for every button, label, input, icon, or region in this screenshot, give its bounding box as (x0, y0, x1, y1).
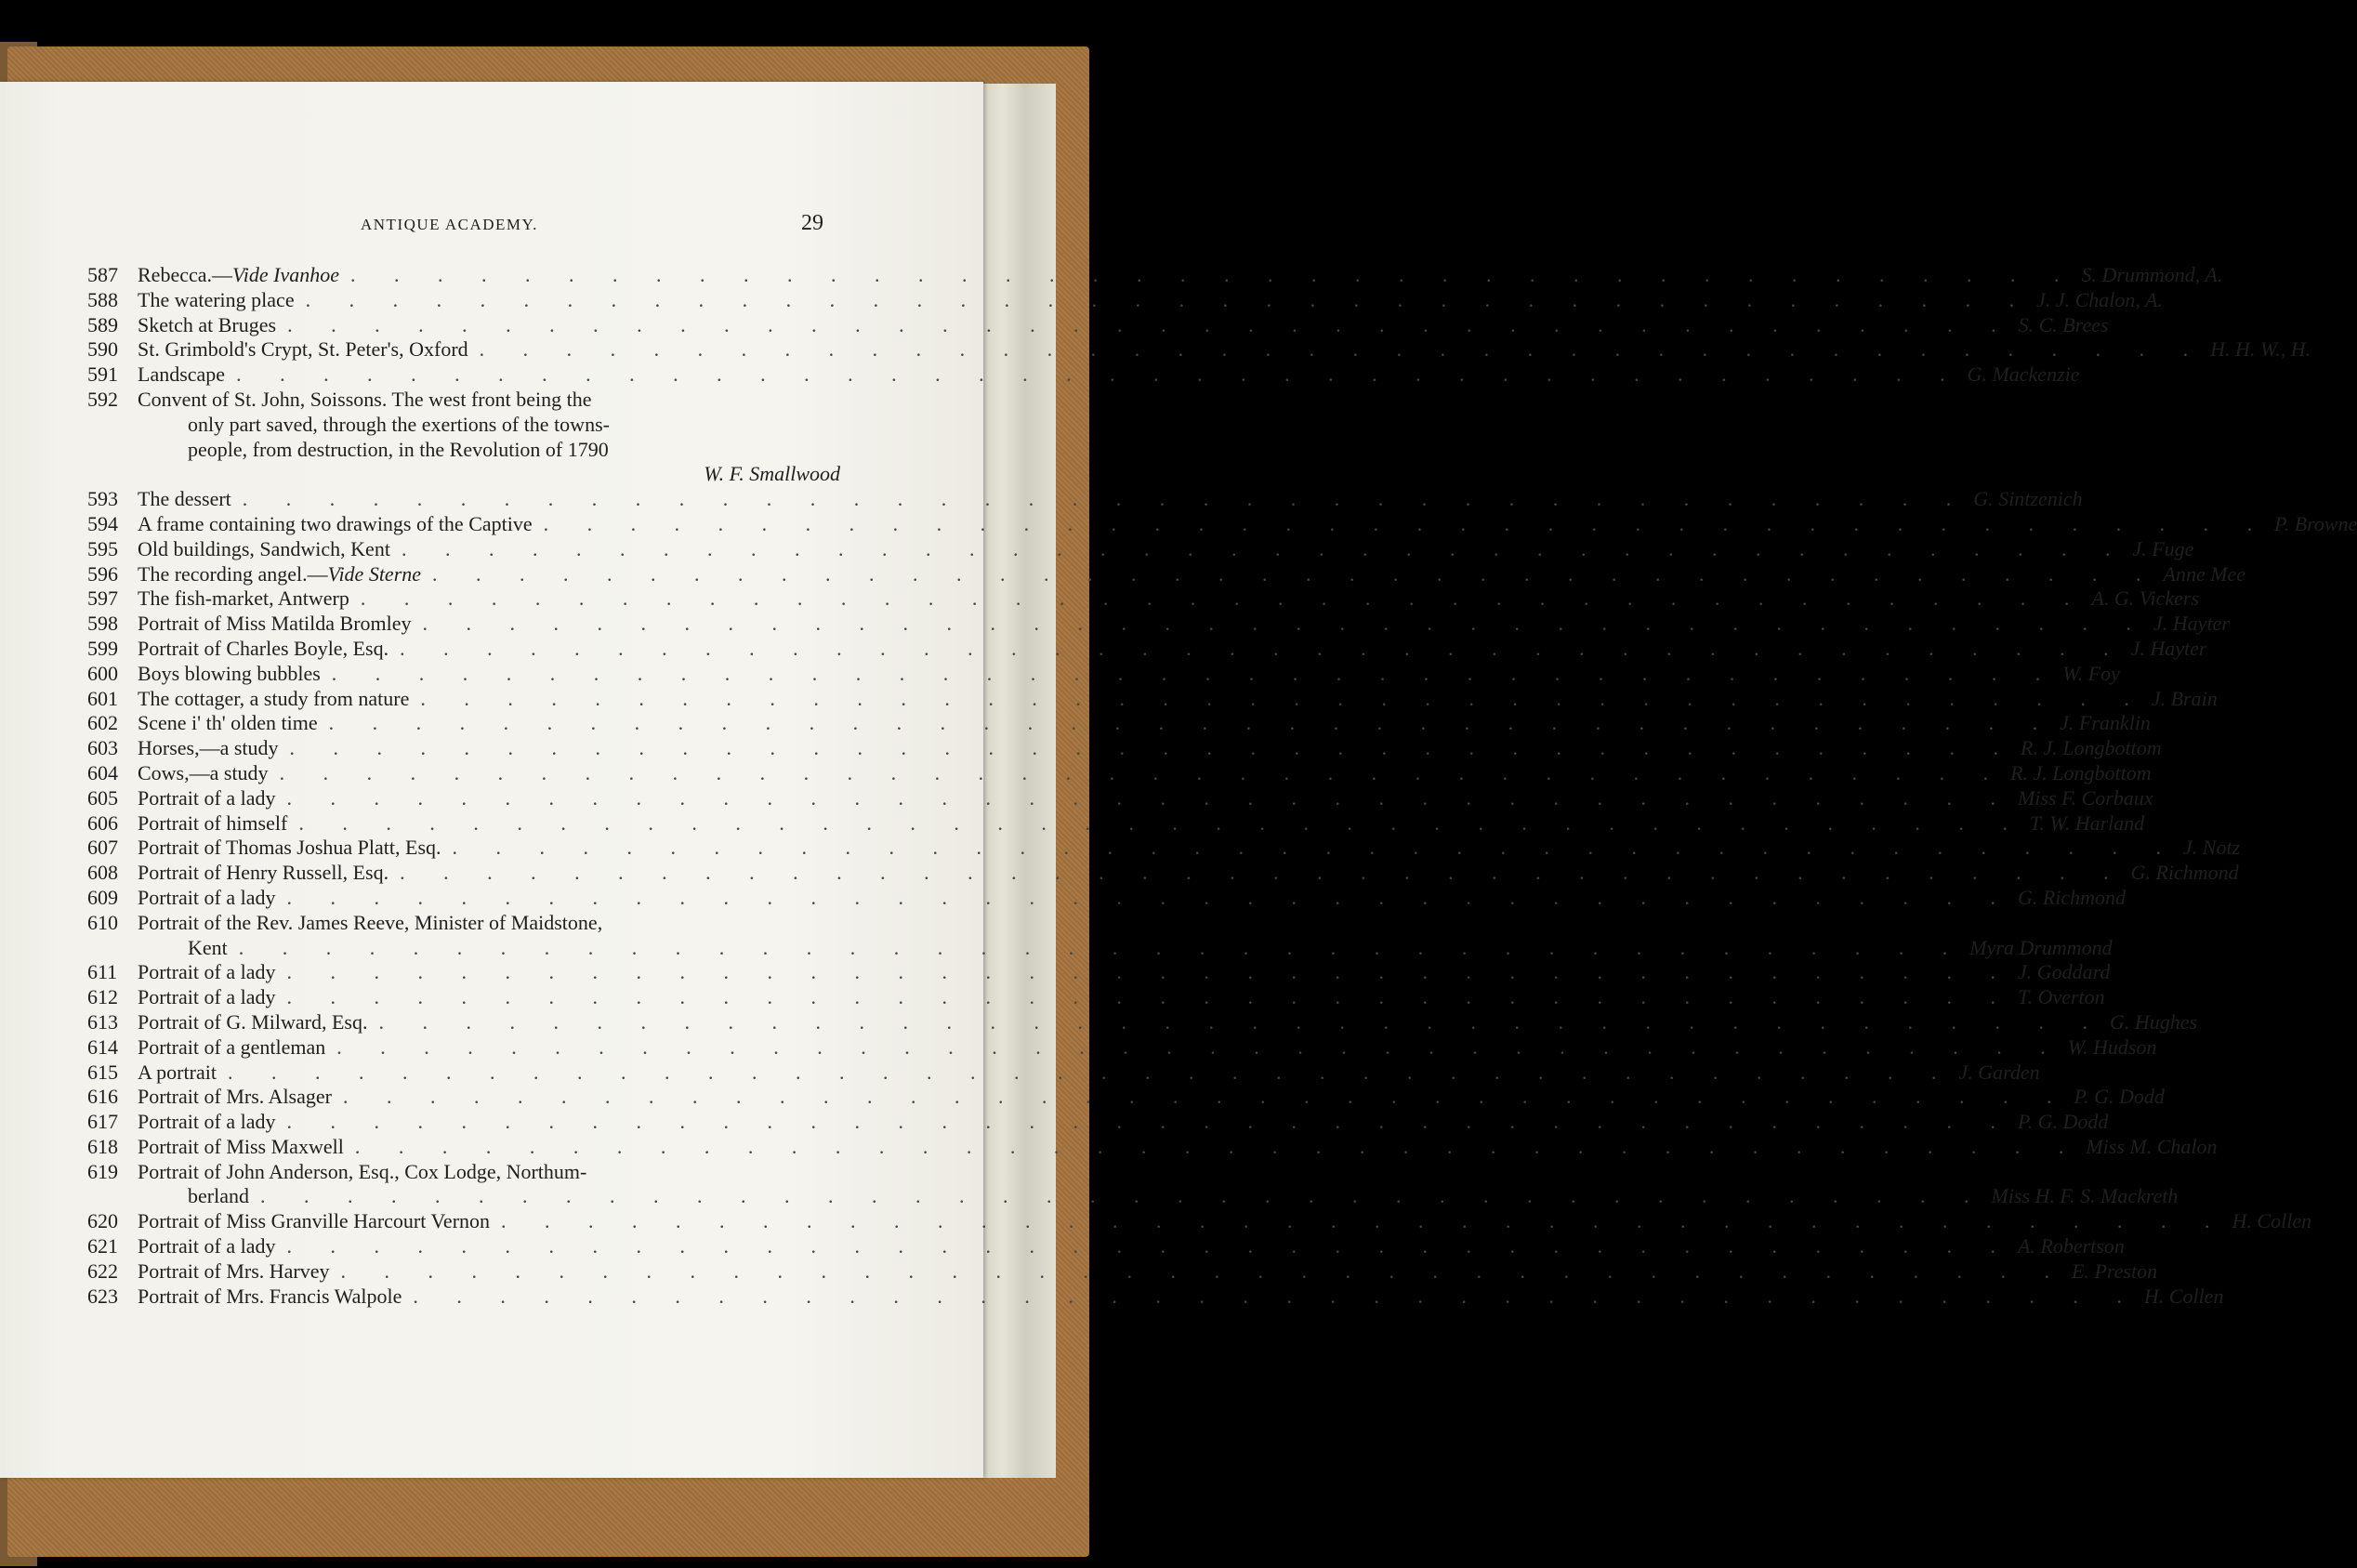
catalogue-entry (87, 1258, 2158, 1285)
catalogue-entry (87, 337, 2311, 362)
entry-artist: A. G. Vickers (2091, 586, 2200, 611)
entry-title (138, 512, 533, 537)
entry-line (87, 785, 2153, 811)
catalogue-entry (87, 960, 2111, 985)
entry-title (138, 886, 275, 911)
catalogue-entry (87, 1009, 2198, 1035)
entry-title-text: Portrait of a lady (138, 985, 276, 1009)
entry-continuation-line (87, 413, 840, 438)
leader-dots (275, 886, 2012, 911)
entry-title-text: Portrait of himself (138, 810, 288, 835)
entry-line (87, 561, 2246, 587)
entry-title (138, 786, 275, 811)
leader-dots (441, 836, 2179, 861)
leader-dots (276, 313, 2013, 338)
entry-title-text: St. Grimbold's Crypt, St. Peter's, Oxford (138, 337, 468, 362)
entry-title (138, 1110, 275, 1135)
entry-line (87, 1034, 2157, 1061)
entry-title (138, 1285, 402, 1310)
entry-continuation-text: Kent (188, 935, 228, 959)
entry-title-text: Portrait of John Anderson, Esq., Cox Lodge, Northum- (138, 1159, 587, 1183)
entry-artist: Miss H. F. S. Mackreth (1991, 1184, 2179, 1208)
entry-line (87, 1209, 2312, 1234)
entry-number: 621 (87, 1234, 118, 1258)
entry-title-text: Portrait of Mrs. Alsager (138, 1085, 332, 1109)
leader-dots (490, 1209, 2227, 1234)
entry-number: 605 (87, 785, 118, 810)
entry-line (87, 1258, 2158, 1285)
entry-artist: J. Franklin (2060, 711, 2151, 735)
leader-dots (339, 263, 2076, 288)
catalogue-entry (87, 785, 2153, 811)
leader-dots (269, 761, 2006, 786)
entry-title (138, 836, 441, 861)
catalogue-entry (87, 861, 2239, 886)
entry-title (138, 1259, 330, 1285)
entry-artist: G. Hughes (2109, 1009, 2198, 1034)
entry-artist: H. H. W., H. (2210, 337, 2311, 362)
entry-title-text: A frame containing two drawings of the Captive (138, 511, 533, 535)
catalogue-entry (87, 388, 840, 487)
entry-number: 612 (87, 985, 118, 1009)
entry-line (87, 487, 2083, 512)
entry-number: 590 (87, 337, 118, 362)
entry-line (87, 287, 2163, 313)
entry-artist: G. Richmond (2130, 861, 2239, 885)
entry-title-text: Portrait of a lady (138, 1234, 276, 1258)
entry-title (138, 985, 275, 1010)
leader-dots (330, 1259, 2067, 1285)
entry-line (87, 686, 2218, 712)
entry-title (138, 736, 279, 761)
entry-title-text: Cows,—a study (138, 760, 269, 784)
entry-title-text: The watering place (138, 287, 295, 311)
catalogue-entry (87, 885, 2127, 911)
entry-artist: G. Richmond (2017, 885, 2127, 909)
entry-artist: J. Brain (2151, 686, 2218, 710)
entry-title-italic: Vide Sterne (327, 561, 422, 586)
entry-title-text: Portrait of Miss Maxwell (138, 1134, 344, 1158)
entry-number: 603 (87, 736, 118, 760)
catalogue-entry (87, 1284, 2224, 1310)
entry-title-text: Portrait of G. Milward, Esq. (138, 1009, 368, 1034)
entry-number: 592 (87, 387, 118, 411)
catalogue-entry (87, 736, 2162, 761)
entry-line (87, 312, 2109, 338)
catalogue-entry (87, 287, 2163, 313)
entry-title-text: Rebecca.— (138, 263, 232, 286)
entry-title (138, 388, 591, 413)
entry-artist: J. Notz (2183, 836, 2241, 860)
entry-number: 591 (87, 362, 118, 387)
entry-title (138, 362, 225, 388)
entry-title-italic: Vide Ivanhoe (232, 263, 340, 286)
catalogue-entries (87, 263, 2357, 1309)
entry-title (138, 288, 295, 313)
leader-dots (318, 711, 2055, 736)
leader-dots (275, 1234, 2012, 1259)
entry-title-text: Convent of St. John, Soissons. The west front being the (138, 387, 592, 411)
entry-artist: J. J. Chalon, A. (2036, 287, 2163, 311)
entry-number: 610 (87, 910, 118, 934)
entry-artist: G. Sintzenich (1973, 487, 2083, 511)
catalogue-entry (87, 985, 2105, 1010)
entry-number: 609 (87, 885, 118, 909)
entry-line (87, 960, 2111, 985)
entry-number: 614 (87, 1034, 118, 1059)
entry-number: 620 (87, 1209, 118, 1233)
catalogue-entry (87, 586, 2200, 612)
entry-title-text: A portrait (138, 1060, 217, 1084)
entry-artist: Myra Drummond (1969, 935, 2113, 959)
entry-title (138, 537, 390, 562)
leader-dots (249, 1184, 1986, 1209)
entry-title (138, 1010, 367, 1035)
catalogue-entry (87, 1234, 2125, 1259)
entry-artist: Miss M. Chalon (2086, 1134, 2218, 1158)
entry-title (138, 687, 409, 712)
leader-dots (231, 487, 1969, 512)
entry-number: 596 (87, 561, 118, 586)
entry-line (87, 760, 2152, 786)
entry-artist: J. Hayter (2130, 636, 2207, 660)
entry-continuation-text: berland (188, 1184, 249, 1208)
entry-continuation-text: only part saved, through the exertions of the towns- (188, 412, 610, 436)
leader-dots (390, 537, 2127, 562)
catalogue-entry (87, 836, 2241, 861)
entry-artist: E. Preston (2072, 1258, 2158, 1283)
entry-line (87, 661, 2120, 687)
entry-number: 587 (87, 263, 118, 286)
entry-continuation-line (87, 1184, 2179, 1209)
catalogue-entry (87, 661, 2120, 687)
catalogue-entry (87, 263, 2223, 288)
entry-artist: W. F. Smallwood (704, 462, 840, 486)
leader-dots (344, 1135, 2081, 1160)
entry-number: 623 (87, 1284, 118, 1308)
catalogue-entry (87, 487, 2083, 512)
entry-title-text: Portrait of a lady (138, 1110, 276, 1134)
entry-number: 618 (87, 1134, 118, 1158)
entry-line (87, 985, 2105, 1010)
entry-number: 600 (87, 661, 118, 685)
entry-number: 607 (87, 836, 118, 860)
entry-title (138, 487, 231, 512)
entry-title-text: Scene i' th' olden time (138, 711, 318, 735)
entry-number: 604 (87, 760, 118, 784)
catalogue-entry (87, 362, 2080, 388)
entry-artist: H. Collen (2232, 1209, 2312, 1233)
entry-number: 601 (87, 686, 118, 710)
entry-artist: J. Garden (1958, 1060, 2040, 1084)
entry-number: 597 (87, 586, 118, 611)
entry-line (87, 1134, 2218, 1160)
catalogue-entry (87, 561, 2246, 587)
entry-line (87, 885, 2127, 911)
entry-number: 589 (87, 312, 118, 336)
entry-continuation-line (87, 438, 840, 463)
catalogue-entry (87, 686, 2218, 712)
leader-dots (275, 960, 2012, 985)
entry-title-text: Portrait of the Rev. James Reeve, Minister of Maidstone, (138, 910, 603, 934)
entry-line (87, 1085, 2165, 1110)
entry-artist: A. Robertson (2017, 1234, 2125, 1258)
catalogue-entry (87, 612, 2230, 637)
entry-title (138, 337, 468, 362)
entry-title-text: Portrait of a lady (138, 885, 276, 909)
entry-title (138, 960, 275, 985)
leader-dots (275, 985, 2012, 1010)
entry-artist: P. G. Dodd (2017, 1110, 2109, 1134)
entry-title (138, 612, 412, 637)
entry-line (87, 1234, 2125, 1259)
entry-number: 594 (87, 511, 118, 535)
entry-number: 613 (87, 1009, 118, 1034)
entry-title (138, 313, 276, 338)
catalogue-entry (87, 511, 2357, 537)
entry-number: 598 (87, 612, 118, 636)
catalogue-entry (87, 1085, 2165, 1110)
entry-title-text: Boys blowing bubbles (138, 661, 321, 685)
entry-artist: Miss F. Corbaux (2017, 785, 2153, 810)
entry-number: 608 (87, 861, 118, 885)
entry-line (87, 736, 2162, 761)
entry-number: 619 (87, 1159, 118, 1183)
entry-title-text: Portrait of a lady (138, 785, 276, 810)
leader-dots (332, 1085, 2069, 1110)
entry-line (87, 1160, 840, 1185)
entry-title-text: Old buildings, Sandwich, Kent (138, 536, 390, 560)
entry-artist: P. G. Dodd (2074, 1085, 2165, 1109)
catalogue-entry (87, 1110, 2109, 1135)
entry-artist: H. Collen (2143, 1284, 2224, 1308)
entry-title (138, 637, 388, 662)
entry-line (87, 1060, 2040, 1086)
catalogue-entry (87, 1060, 2040, 1086)
entry-title (138, 861, 388, 886)
entry-title-text: Portrait of Mrs. Francis Walpole (138, 1284, 402, 1308)
entry-line (87, 337, 2311, 362)
catalogue-entry (87, 312, 2109, 338)
entry-number: 611 (87, 960, 118, 984)
entry-line (87, 911, 840, 936)
catalogue-entry (87, 810, 2145, 837)
entry-artist: J. Fuge (2132, 536, 2194, 560)
leader-dots (388, 637, 2126, 662)
leader-dots (349, 586, 2087, 612)
entry-line (87, 1284, 2224, 1310)
entry-continuation-text: people, from destruction, in the Revolution of 1790 (188, 437, 609, 461)
entry-line (87, 586, 2200, 612)
catalogue-entry (87, 1034, 2157, 1061)
leader-dots (225, 362, 1962, 388)
entry-number: 617 (87, 1110, 118, 1134)
entry-title-text: Portrait of Miss Matilda Bromley (138, 612, 412, 636)
leader-dots (321, 662, 2058, 687)
leader-dots (275, 786, 2012, 811)
catalogue-entry (87, 910, 2113, 961)
entry-title-text: Portrait of Miss Granville Harcourt Vernon (138, 1209, 491, 1233)
entry-title (138, 562, 421, 587)
entry-number: 588 (87, 287, 118, 311)
entry-title-text: The cottager, a study from nature (138, 686, 410, 710)
entry-title-text: Portrait of Henry Russell, Esq. (138, 861, 389, 885)
entry-number: 599 (87, 636, 118, 660)
catalogue-entry (87, 1209, 2312, 1234)
entry-title (138, 1035, 325, 1061)
leader-dots (228, 936, 1965, 961)
entry-title (138, 1209, 490, 1234)
entry-number: 622 (87, 1258, 118, 1283)
leader-dots (217, 1061, 1954, 1086)
entry-line (87, 1009, 2198, 1035)
entry-number: 606 (87, 810, 118, 835)
entry-title (138, 1061, 217, 1086)
entry-artist: T. W. Harland (2029, 810, 2145, 835)
entry-title-text: Horses,—a study (138, 736, 279, 760)
entry-title (138, 1234, 275, 1259)
entry-title (138, 1135, 344, 1160)
entry-line (87, 636, 2207, 662)
leader-dots (279, 736, 2016, 761)
page-number: 29 (801, 211, 823, 235)
entry-title (138, 1085, 332, 1110)
entry-line (87, 511, 2357, 537)
leader-dots (412, 612, 2149, 637)
entry-artist: S. C. Brees (2018, 312, 2109, 336)
entry-number: 595 (87, 536, 118, 560)
entry-artist: G. Mackenzie (1967, 362, 2080, 387)
leader-dots (388, 861, 2126, 886)
catalogue-entry (87, 536, 2194, 562)
leader-dots (287, 811, 2024, 837)
entry-title-text: Portrait of Thomas Joshua Platt, Esq. (138, 836, 441, 860)
entry-title (138, 1160, 586, 1185)
entry-title-text: The fish-market, Antwerp (138, 586, 349, 611)
entry-artist: J. Hayter (2153, 612, 2230, 636)
entry-title-text: The recording angel.— (138, 561, 328, 586)
entry-artist: P. Browne (2274, 511, 2357, 535)
entry-artist: R. J. Longbottom (2021, 736, 2162, 760)
running-head: ANTIQUE ACADEMY. (361, 216, 538, 233)
catalogue-entry (87, 636, 2207, 662)
entry-title-text: Portrait of a lady (138, 960, 276, 984)
leader-dots (409, 687, 2146, 712)
entry-title (138, 811, 287, 837)
leader-dots (533, 512, 2270, 537)
leader-dots (275, 1110, 2012, 1135)
leader-dots (325, 1035, 2062, 1061)
leader-dots (295, 288, 2032, 313)
entry-line (87, 711, 2151, 736)
entry-title (138, 586, 349, 612)
entry-line (87, 836, 2241, 861)
entry-artist: W. Hudson (2067, 1034, 2157, 1059)
leader-dots (367, 1010, 2104, 1035)
entry-line (87, 362, 2080, 388)
entry-number: 615 (87, 1060, 118, 1084)
entry-title (138, 263, 339, 288)
entry-artist-line (87, 462, 840, 487)
catalogue-entry (87, 1159, 2179, 1210)
entry-line (87, 861, 2239, 886)
entry-line (87, 810, 2145, 837)
entry-line (87, 536, 2194, 562)
entry-artist: J. Goddard (2017, 960, 2111, 984)
entry-artist: S. Drummond, A. (2081, 263, 2223, 286)
entry-title (138, 911, 602, 936)
entry-artist: R. J. Longbottom (2010, 760, 2152, 784)
entry-line (87, 388, 840, 413)
entry-continuation-line (87, 935, 2113, 961)
entry-number: 602 (87, 711, 118, 735)
entry-artist: Anne Mee (2163, 561, 2246, 586)
entry-line (87, 612, 2230, 637)
entry-number: 593 (87, 487, 118, 511)
catalogue-entry (87, 711, 2151, 736)
entry-artist: T. Overton (2017, 985, 2105, 1009)
entry-title-text: Portrait of Charles Boyle, Esq. (138, 636, 389, 660)
leader-dots (421, 562, 2158, 587)
entry-title-text: Portrait of a gentleman (138, 1034, 326, 1059)
leader-dots (402, 1285, 2139, 1310)
entry-line (87, 1110, 2109, 1135)
entry-title-text: Landscape (138, 362, 226, 387)
entry-title (138, 711, 318, 736)
entry-title-text: The dessert (138, 487, 231, 511)
entry-artist: W. Foy (2062, 661, 2120, 685)
leader-dots (468, 337, 2206, 362)
entry-title-text: Sketch at Bruges (138, 312, 277, 336)
entry-line (87, 263, 2223, 288)
entry-title (138, 761, 269, 786)
entry-title (138, 662, 321, 687)
entry-number: 616 (87, 1085, 118, 1109)
entry-title-text: Portrait of Mrs. Harvey (138, 1258, 330, 1283)
catalogue-entry (87, 1134, 2218, 1160)
catalogue-entry (87, 760, 2152, 786)
